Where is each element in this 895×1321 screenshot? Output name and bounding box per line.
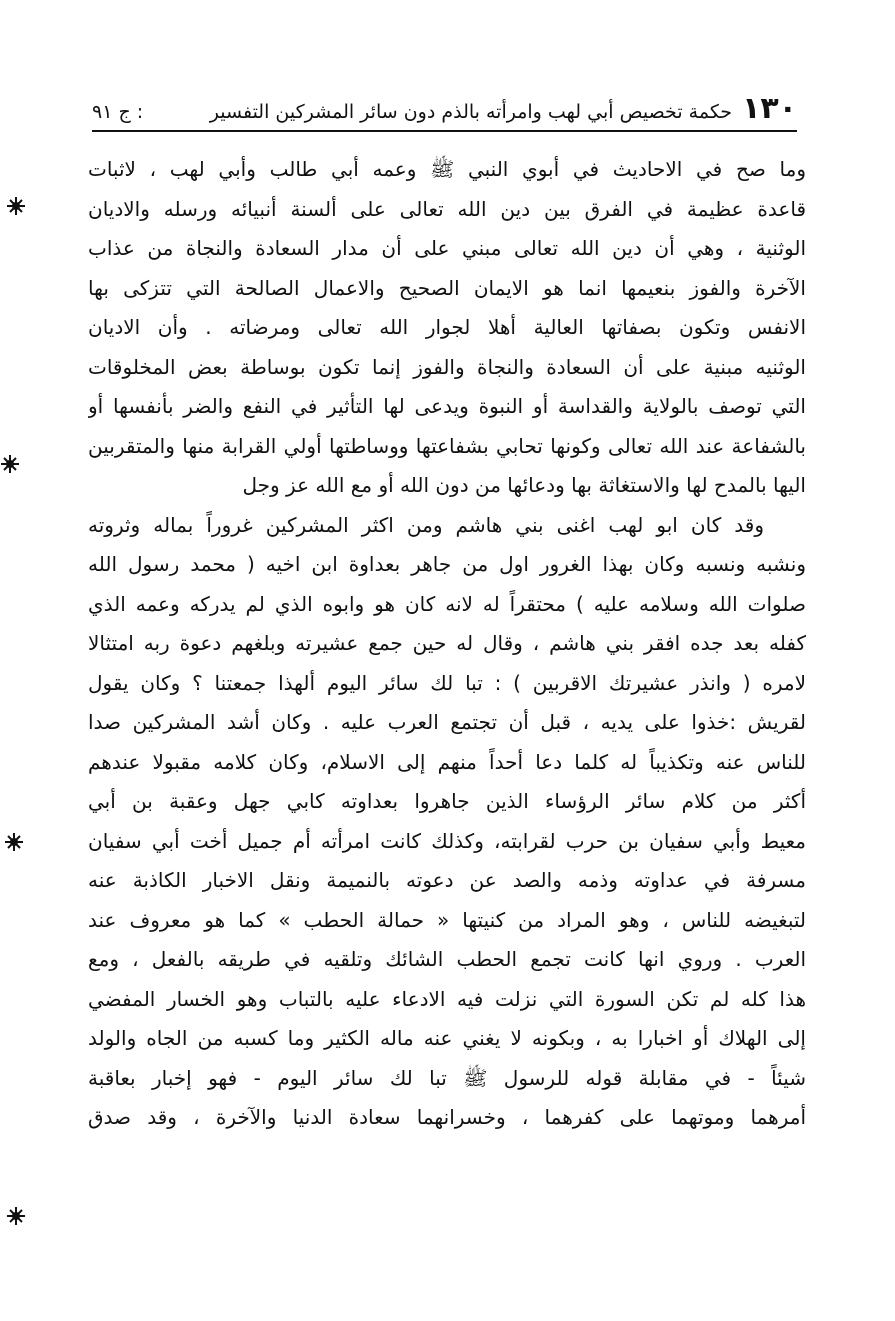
text-line: للناس عنه وتكذيباً له كلما دعا أحداً منهم إلى الاسلام، وكان كلامه مقبولا عندهم <box>88 749 806 774</box>
text-line: معيط وأبي سفيان بن حرب لقرابته، وكذلك كانت امرأته أم جميل أخت أبي سفيان <box>88 828 806 853</box>
text-line-paragraph-start: وقد كان ابو لهب اغنى بني هاشم ومن اكثر المشركين غروراً بماله وثروته <box>88 512 764 537</box>
text-line: العرب . وروي انها كانت تجمع الحطب الشائك وتلقيه في طريقه بالفعل ، ومع <box>88 947 806 971</box>
running-title: حكمة تخصيص أبي لهب وامرأته بالذم دون سائر المشركين التفسير <box>209 101 733 123</box>
body-text <box>88 150 806 1138</box>
text-line: الوثنيه مبنية على أن السعادة والنجاة والفوز إنما تكون بوساطة بعض المخلوقات <box>88 354 806 379</box>
text-line: أمرهما وموتهما على كفرهما ، وخسرانهما سعادة الدنيا والآخرة ، وقد صدق <box>88 1105 806 1129</box>
text-line: لامره ( وانذر عشيرتك الاقربين ) : تبا لك سائر اليوم ألهذا جمعتنا ؟ وكان يقول <box>88 670 806 695</box>
text-line: إلى الهلاك أو اخبارا به ، وبكونه لا يغني عنه ماله الكثير وما كسبه من الجاه والولد <box>88 1026 806 1050</box>
volume-page-reference: : ج ٩١ <box>92 101 144 123</box>
text-line: الوثنية ، وهي أن دين الله تعالى مبني على أن مدار السعادة والنجاة من عذاب <box>88 236 806 260</box>
text-line: أكثر من كلام سائر الرؤساء الذين جاهروا بعداوته كابي جهل وعقبة بن أبي <box>88 789 806 813</box>
text-line: كفله بعد جده افقر بني هاشم ، وقال له حين جمع عشيرته وبلغهم دعوة ربه امتثالا <box>88 631 806 655</box>
text-line: التي توصف بالولاية والقداسة أو النبوة ويدعى لها التأثير في النفع والضر بأنفسها أو <box>88 394 806 418</box>
text-line: قاعدة عظيمة في الفرق بين دين الله تعالى على ألسنة أنبيائه ورسله والاديان <box>88 196 806 221</box>
text-line: ونشبه ونسبه وكان بهذا الغرور اول من جاهر بعداوة ابن اخيه ( محمد رسول الله <box>88 552 806 576</box>
page-header <box>92 92 797 132</box>
text-line: الآخرة والفوز بنعيمها انما هو الايمان الصحيح والاعمال الصالحة التي تتزكى بها <box>88 275 806 300</box>
text-line-paragraph-end: اليها بالمدح لها والاستغاثة بها ودعائها من دون الله أو مع الله عز وجل <box>242 473 806 497</box>
text-line: مسرفة في عداوته وذمه والصد عن دعوته بالنميمة ونقل الاخبار الكاذبة عنه <box>88 868 806 892</box>
page-number: ١٣٠ <box>742 91 797 126</box>
text-line: بالشفاعة عند الله تعالى وكونها تحابي بشفاعتها ووساطتها أولي القرابة منها والمتقربين <box>88 433 806 458</box>
text-line: الانفس وتكون بصفاتها العالية أهلا لجوار الله تعالى ومرضاته . وأن الاديان <box>88 315 806 339</box>
text-line: هذا كله لم تكن السورة التي نزلت فيه الادعاء عليه بالتباب وهو الخسار المفضي <box>88 986 806 1011</box>
text-line: شيئاً - في مقابلة قوله للرسول ﷺ تبا لك سائر اليوم - فهو إخبار بعاقبة <box>88 1065 806 1090</box>
text-line: لتبغيضه للناس ، وهو المراد من كنيتها « حمالة الحطب » كما هو معروف عند <box>88 907 806 932</box>
text-line: وما صح في الاحاديث في أبوي النبي ﷺ وعمه أبي طالب وأبي لهب ، لاثبات <box>88 157 806 181</box>
text-line: صلوات الله وسلامه عليه ) محتقراً له لانه كان هو وابوه الذي لم يدركه وعمه الذي <box>88 591 806 616</box>
text-line: لقريش :خذوا على يديه ، قبل أن تجتمع العرب عليه . وكان أشد المشركين صدا <box>88 710 806 734</box>
